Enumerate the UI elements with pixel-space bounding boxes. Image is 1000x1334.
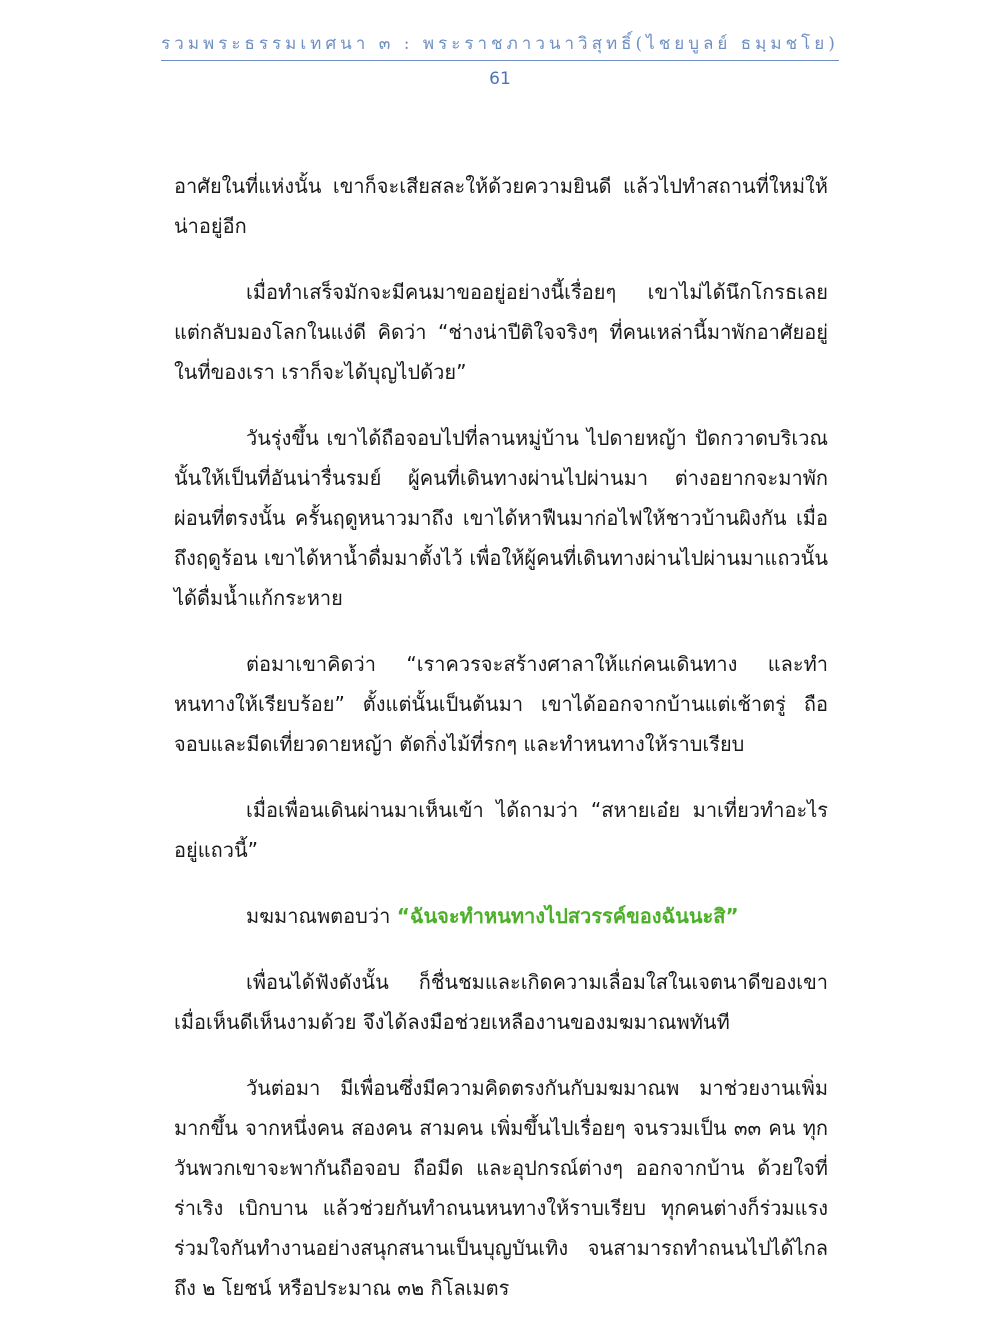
- highlighted-quote: “ฉันจะทำหนทางไปสวรรค์ของฉันนะสิ”: [396, 904, 739, 928]
- paragraph-7: เพื่อนได้ฟังดังนั้น ก็ชื่นชมและเกิดความเลื่อมใสในเจตนาดีของเขา เมื่อเห็นดีเห็นงามด้วย จึงได้ลงมือช่วยเหลืองานของมฆมาณพทันที: [174, 970, 828, 1034]
- paragraph-4: ต่อมาเขาคิดว่า “เราควรจะสร้างศาลาให้แก่คนเดินทาง และทำหนทางให้เรียบร้อย” ตั้งแต่นั้นเป็นต้นมา เขาได้ออกจากบ้านแต่เช้าตรู่ ถือจอบและมีดเที่ยวดายหญ้า ตัดกิ่งไม้ที่รกๆ และทำหนทางให้ราบเรียบ: [174, 652, 828, 756]
- paragraph-1: อาศัยในที่แห่งนั้น เขาก็จะเสียสละให้ด้วยความยินดี แล้วไปทำสถานที่ใหม่ให้น่าอยู่อีก: [174, 174, 828, 238]
- document-body: [174, 166, 828, 1334]
- page-header: [0, 30, 1000, 89]
- page-number: 61: [489, 69, 511, 89]
- paragraph-2: เมื่อทำเสร็จมักจะมีคนมาขออยู่อย่างนี้เรื่อยๆ เขาไม่ได้นึกโกรธเลย แต่กลับมองโลกในแง่ดี คิดว่า “ช่างน่าปีติใจจริงๆ ที่คนเหล่านี้มาพักอาศัยอยู่ในที่ของเรา เราก็จะได้บุญไปด้วย”: [174, 280, 828, 384]
- paragraph-5: เมื่อเพื่อนเดินผ่านมาเห็นเข้า ได้ถามว่า “สหายเอ๋ย มาเที่ยวทำอะไรอยู่แถวนี้”: [174, 798, 828, 862]
- paragraph-8: วันต่อมา มีเพื่อนซึ่งมีความคิดตรงกันกับมฆมาณพ มาช่วยงานเพิ่มมากขึ้น จากหนึ่งคน สองคน สามคน เพิ่มขึ้นไปเรื่อยๆ จนรวมเป็น ๓๓ คน ทุกวันพวกเขาจะพากันถือจอบ ถือมีด และอุปกรณ์ต่างๆ ออกจากบ้าน ด้วยใจที่ร่าเริง เบิกบาน แล้วช่วยกันทำถนนหนทางให้ราบเรียบ ทุกคนต่างก็ร่วมแรงร่วมใจกันทำงานอย่างสนุกสนานเป็นบุญบันเทิง จนสามารถทำถนนไปได้ไกลถึง ๒ โยชน์ หรือประมาณ ๓๒ กิโลเมตร: [174, 1076, 828, 1300]
- book-title: รวมพระธรรมเทศนา ๓ : พระราชภาวนาวิสุทธิ์(ไชยบูลย์ ธมฺมชโย): [161, 30, 839, 61]
- paragraph-3: วันรุ่งขึ้น เขาได้ถือจอบไปที่ลานหมู่บ้าน ไปดายหญ้า ปัดกวาดบริเวณนั้นให้เป็นที่อันน่ารื่นรมย์ ผู้คนที่เดินทางผ่านไปผ่านมา ต่างอยากจะมาพัก ผ่อนที่ตรงนั้น ครั้นฤดูหนาวมาถึง เขาได้หาฟืนมาก่อไฟให้ชาวบ้านผิงกัน เมื่อถึงฤดูร้อน เขาได้หาน้ำดื่มมาตั้งไว้ เพื่อให้ผู้คนที่เดินทางผ่านไปผ่านมาแถวนั้นได้ดื่มน้ำแก้กระหาย: [174, 426, 828, 610]
- paragraph-6: [174, 896, 828, 936]
- paragraph-6-prefix: มฆมาณพตอบว่า: [246, 904, 397, 928]
